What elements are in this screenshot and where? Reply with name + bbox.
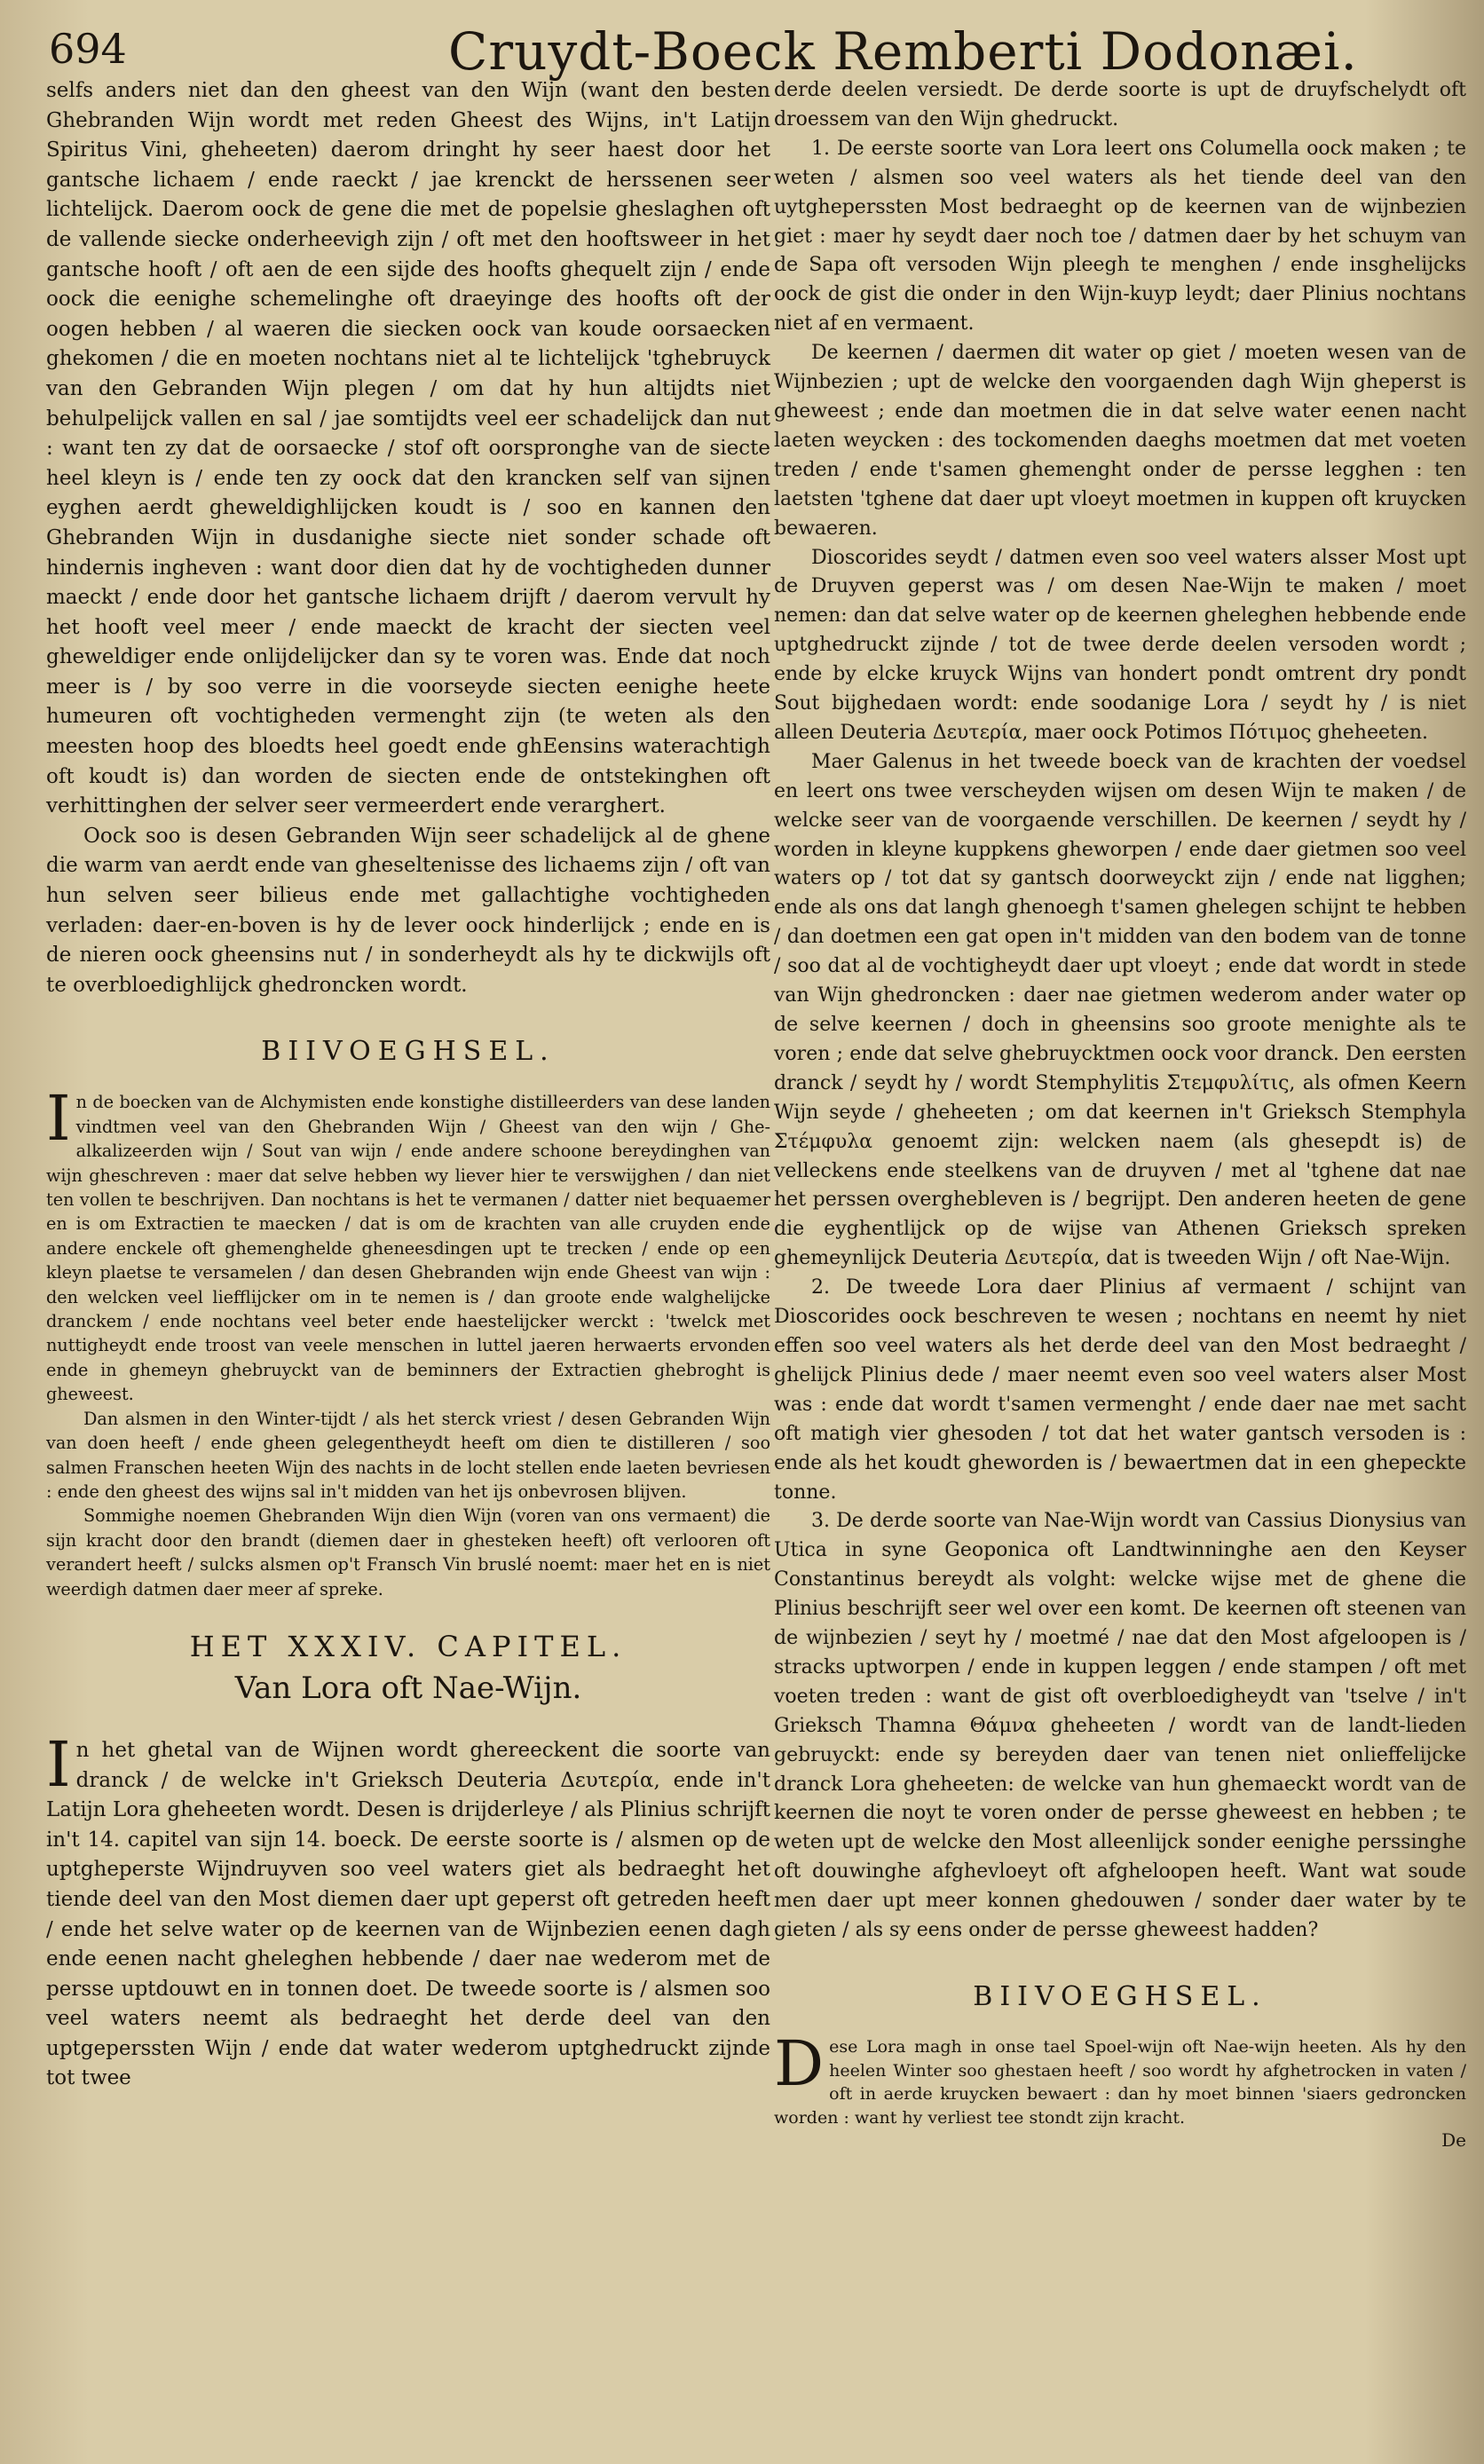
supplement-paragraph: In de boecken van de Alchymisten ende konstighe distilleerders van dese landen vindtmen veel van den Ghebranden Wijn / Gheest van den wijn / Ghe-alkalizeerden wijn / Sout van wijn / ende andere schoone bereydinghen van wijn gheschreven : maer dat selve hebben wy liever hier te verswijghen / dan niet ten vollen te beschrijven. Dan nochtans is het te vermanen / datter niet bequaemer en is om Extractien te maecken / dat is om de krachten van alle cruyden ende andere enckele oft ghemenghelde gheneesdingen upt te trecken / ende op een kleyn plaetse te versamelen / dan desen Ghebranden wijn ende Gheest van wijn : den welcken veel liefflijcker om in te nemen is / dan groote ende walghelijcke dranckem / ende nochtans veel beter ende haestelijcker werckt : 'twelck met nuttigheydt ende troost van veele menschen in luttel jaeren herwaerts ervonden ende in ghemeyn ghebruyckt van de beminners der Extractien ghebroght is gheweest. [46,1082,770,1405]
section-heading: BIIVOEGHSEL. [261,1036,556,1068]
supplement-paragraph: Sommighe noemen Ghebranden Wijn dien Wijn (voren van ons vermaent) die sijn kracht door den brandt (diemen daer in ghesteken heeft) oft verlooren oft verandert heeft / sulcks alsmen op't Fransch Vin bruslé noemt: maer het en is niet weerdigh datmen daer meer af spreke. [46,1505,770,1599]
supplement-paragraph: Dese Lora magh in onse tael Spoel-wijn oft Nae-wijn heeten. Als hy den heelen Winter soo ghestaen heeft / soo wordt hy afghetrocken in vaten / oft in aerde kruycken bewaert : dan hy moet binnen 'siaers gedroncken worden : want hy verliest tee stondt zijn kracht. [774,2027,1466,2128]
catchword: De [1441,2129,1466,2151]
right-column [774,76,1466,2151]
chapter-subtitle: Van Lora oft Nae-Wijn. [234,1670,582,1706]
page-header [49,21,1451,83]
paragraph: De keernen / daermen dit water op giet / moeten wesen van de Wijnbezien ; upt de welcke den voorgaenden dagh Wijn gheperst is gheweest ; ende dan moetmen die in dat selve water eenen nacht laeten weycken : des tockomenden daeghs moetmen dat met voeten treden / ende t'samen ghemenght onder de persse legghen : ten laetsten 'tghene dat daer upt vloeyt moetmen in kuppen oft kruycken bewaeren. [774,342,1466,540]
paragraph: Dioscorides seydt / datmen even soo veel waters alsser Most upt de Druyven geperst was / om desen Nae-Wijn te maken / moet nemen: dan dat selve water op de keernen gheleghen hebbende ende uptghedruckt zijnde / tot de twee derde deelen versoden wordt ; ende by elcke kruyck Wijns van hondert pondt omtrent dry pondt Sout bijghedaen wordt: ende soodanige Lora / seydt hy / is niet alleen Deuteria Δευτερία, maer oock Potimos Πότιμος gheheeten. [774,546,1466,744]
left-column [46,76,770,2094]
supplement-paragraph: Dan alsmen in den Winter-tijdt / als het sterck vriest / desen Gebranden Wijn van doen heeft / ende gheen gelegentheydt heeft om dien te distilleren / soo salmen Franschen heeten Wijn des nachts in de locht stellen ende laeten bevriesen : ende den gheest des wijns sal in't midden van het ijs onbevrosen blijven. [46,1408,770,1502]
running-title: Cruydt-Boeck Remberti Dodonæi. [448,21,1358,82]
page-number: 694 [49,25,127,73]
section-heading: BIIVOEGHSEL. [973,1981,1267,2012]
paragraph: 1. De eerste soorte van Lora leert ons Columella oock maken ; te weten / alsmen soo veel waters als het tiende deel van den uytgheperssten Most bedraeght op de keernen van de wijnbezien giet : maer hy seydt daer noch toe / datmen daer by het schuym van de Sapa oft versoden Wijn pleegh te menghen / ende insghelijcks oock de gist die onder in den Wijn-kuyp leydt; daer Plinius nochtans niet af en vermaent. [774,137,1466,336]
paragraph: 3. De derde soorte van Nae-Wijn wordt van Cassius Dionysius van Utica in syne Geoponica oft Landtwinninghe aen den Keyser Constantinus bereydt als volght: welcke wijse met de ghene die Plinius beschrijft seer wel over een komt. De keernen oft steenen van de wijnbezien / seyt hy / moetmé / nae dat den Most afgeloopen is / stracks uptworpen / ende in kuppen leggen / ende stampen / oft met voeten treden : want de gist oft overbloedigheydt van 'tselve / in't Grieksch Thamna Θάμνα gheheeten / wordt van de landt-lieden gebruyckt: ende sy bereyden daer van tenen niet onlieffelijcke dranck Lora gheheeten: de welcke van hun ghemaeckt wordt van de keernen die noyt te voren onder de persse gheweest en hebben ; te weten upt de welcke den Most alleenlijck sonder eenighe perssinghe oft douwinghe afghevloeyt oft afgheloopen heeft. Want wat soude men daer upt meer konnen ghedouwen / sonder daer water by te gieten / als sy eens onder de persse gheweest hadden? [774,1510,1466,1942]
paragraph: Maer Galenus in het tweede boeck van de krachten der voedsel en leert ons twee verscheyden wijsen om desen Wijn te maken / de welcke seer van de voorgaende verschillen. De keernen / seydt hy / worden in kleyne kuppkens gheworpen / ende daer gietmen soo veel waters op / tot dat sy gantsch doorweyckt zijn / ende nat ligghen; ende als ons dat langh ghenoegh t'samen ghelegen schijnt te hebben / dan doetmen een gat open in't midden van den bodem van de tonne / soo dat al de vochtigheydt daer upt vloeyt ; ende dat wordt in stede van Wijn ghedroncken : daer nae gietmen wederom ander water op de selve keernen / doch in gheensins soo groote menighte als te voren ; ende dat selve ghebruycktmen oock voor dranck. Den eersten dranck / seydt hy / wordt Stemphylitis Στεμφυλίτις, als ofmen Keern Wijn seyde / gheheeten ; om dat keernen in't Grieksch Stemphyla Στέμφυλα genoemt zijn: welcken naem (als ghesepdt is) de velleckens ende steelkens van de druyven / met al 'tghene dat nae het perssen overghebleven is / begrijpt. Den anderen heeten de gene die eyghentlijck op de wijse van Athenen Grieksch spreken ghemeynlijck Deuteria Δευτερία, dat is tweeden Wijn / oft Nae-Wijn. [774,750,1466,1270]
paragraph: 2. De tweede Lora daer Plinius af vermaent / schijnt van Dioscorides oock beschreven te wesen ; nochtans en neemt hy niet effen soo veel waters als het derde deel van den Most bedraeght / ghelijck Plinius dede / maer neemt even soo veel waters alser Most was : ende dat wordt t'samen vermenght / ende daer nae met sacht oft matigh vier ghesoden / tot dat het water gantsch versoden is : ende als het koudt gheworden is / bewaertmen dat in een ghepeckte tonne. [774,1276,1466,1504]
paragraph: derde deelen versiedt. De derde soorte is upt de druyfschelydt oft droessem van den Wijn ghedruckt. [774,79,1466,130]
paragraph: In het ghetal van de Wijnen wordt ghereeckent die soorte van dranck / de welcke in't Grieksch Deuteria Δευτερία, ende in't Latijn Lora gheheeten wordt. Desen is drijderleye / als Plinius schrijft in't 14. capitel van sijn 14. boeck. De eerste soorte is / alsmen op de uptgheperste Wijndruyven soo veel waters giet als bedraeght het tiende deel van den Most diemen daer upt geperst oft getreden heeft / ende het selve water op de keernen van de Wijnbezien eenen dagh ende eenen nacht gheleghen hebbende / daer nae wederom met de persse uptdouwt en in tonnen doet. De tweede soorte is / alsmen soo veel waters neemt als bedraeght het derde deel van den uptgeperssten Wijn / ende dat water wederom uptghedruckt zijnde tot twee [46,1727,770,2090]
chapter-heading: HET XXXIV. CAPITEL. [189,1629,628,1663]
paragraph: Oock soo is desen Gebranden Wijn seer schadelijck al de ghene die warm van aerdt ende van gheseltenisse des lichaems zijn / oft van hun selven seer bilieus ende met gallachtighe vochtigheden verladen: daer-en-boven is hy de lever oock hinderlijck ; ende en is de nieren oock gheensins nut / in sonderheydt als hy te dickwijls oft te overbloedighlijck ghedroncken wordt. [46,824,770,997]
paragraph: selfs anders niet dan den gheest van den Wijn (want den besten Ghebranden Wijn wordt met reden Gheest des Wijns, in't Latijn Spiritus Vini, gheheeten) daerom dringht hy seer haest door het gantsche lichaem / ende raeckt / jae krenckt de herssenen seer lichtelijck. Daerom oock de gene die met de popelsie gheslaghen oft de vallende siecke onderheevigh zijn / oft met den hooftsweer in het gantsche hooft / oft aen de een sijde des hoofts ghequelt zijn / ende oock die eenighe schemelinghe oft draeyinge des hoofts oft der oogen hebben / al waeren die siecken oock van koude oorsaecken ghekomen / die en moeten nochtans niet al te lichtelijck 'tghebruyck van den Gebranden Wijn plegen / om dat hy hun altijdts niet behulpelijck vallen en sal / jae somtijdts veel eer schadelijck dan nut : want ten zy dat de oorsaecke / stof oft oorspronghe van de siecte heel kleyn is / ende ten zy oock dat den krancken self van sijnen eyghen aerdt gheweldighlijcken koudt is / soo en kannen den Ghebranden Wijn in dusdanighe siecte niet sonder schade oft hindernis ingheven : want door dien dat hy de vochtigheden dunner maeckt / ende door het gantsche lichaem drijft / daerom vervult hy het hooft veel meer / ende maeckt de kracht der siecten veel gheweldiger ende onlijdelijcker dan sy te voren was. Ende dat noch meer is / by soo verre in die voorseyde siecten eenighe heete humeuren oft vochtigheden vermenght zijn (te weten als den meesten hoop des bloedts heel goedt ende ghEensins waterachtigh oft koudt is) dan worden de siecten ende de ontstekinghen oft verhittinghen der selver seer vermeerdert ende verarghert. [46,79,770,818]
